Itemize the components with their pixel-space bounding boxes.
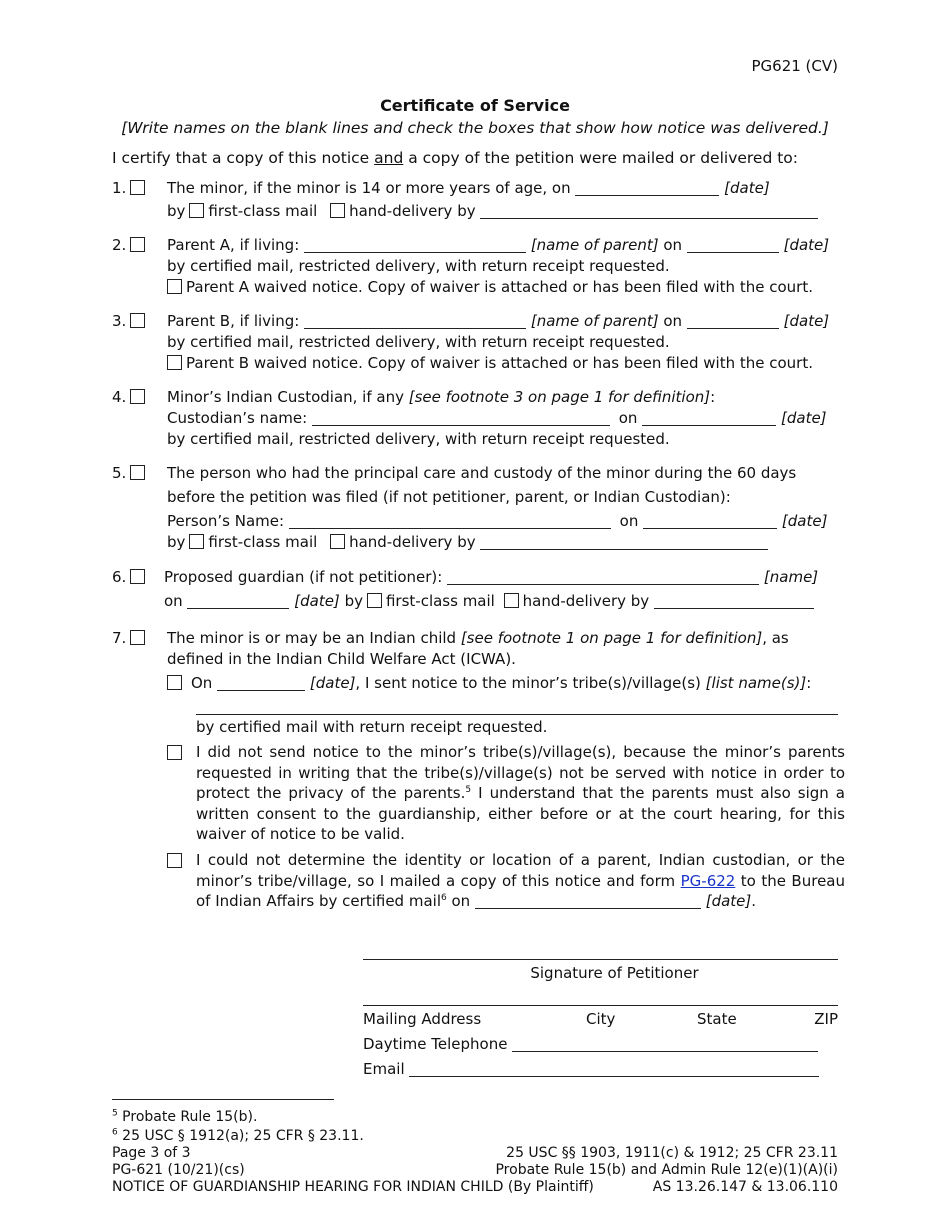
footnote-5: $^5$ Probate Rule 15(b). — [112, 1108, 258, 1125]
item-4-checkbox[interactable] — [130, 389, 145, 404]
item-3-checkbox[interactable] — [130, 313, 145, 328]
item-7-option-3-checkbox[interactable] — [167, 853, 182, 868]
item-5-hand-delivery-field[interactable] — [480, 535, 768, 550]
item-5-line3: Person’s Name: on [date] — [167, 512, 828, 530]
item-5-line2: before the petition was filed (if not petitioner, parent, or Indian Custodian): — [167, 488, 731, 506]
item-7-option-1: On [date], I sent notice to the minor’s tribe(s)/village(s) [list name(s)]: — [163, 673, 811, 693]
item-3-number: 3. — [112, 311, 149, 331]
item-3-date-field[interactable] — [687, 314, 779, 329]
item-4-custodian-field[interactable] — [312, 411, 610, 426]
daytime-telephone: Daytime Telephone — [363, 1034, 818, 1054]
item-2-name-field[interactable] — [304, 238, 526, 253]
item-7-option-3-text: I could not determine the identity or location of a parent, Indian custodian, or the minor’s tribe/village, so I mailed a copy of this notice and form PG-622 to the Bureau of Indian Affairs by certified mail$^6$ on [date]. — [196, 851, 845, 910]
item-6-hand-delivery-checkbox[interactable] — [504, 593, 519, 608]
item-2-waiver-checkbox[interactable] — [167, 279, 182, 294]
item-6-line1: Proposed guardian (if not petitioner): [name] — [164, 568, 819, 586]
item-1-number: 1. — [112, 178, 149, 198]
item-1-line2: by first-class mail hand-delivery by — [167, 201, 818, 221]
item-3-waiver-checkbox[interactable] — [167, 355, 182, 370]
footnote-divider — [112, 1099, 334, 1100]
item-1-first-class-checkbox[interactable] — [189, 203, 204, 218]
item-3-waiver: Parent B waived notice. Copy of waiver is attached or has been filed with the court. — [163, 353, 813, 373]
item-5-first-class-checkbox[interactable] — [189, 534, 204, 549]
item-6-name-field[interactable] — [447, 570, 759, 585]
item-4-number: 4. — [112, 387, 149, 407]
email: Email — [363, 1059, 819, 1079]
item-1-line1: The minor, if the minor is 14 or more years of age, on [date] — [167, 179, 770, 197]
item-5-line1: The person who had the principal care and custody of the minor during the 60 days — [167, 464, 797, 482]
footer-authority-2: Probate Rule 15(b) and Admin Rule 12(e)(1)(A)(i) — [495, 1162, 838, 1178]
item-6-number: 6. — [112, 567, 149, 587]
item-7-number: 7. — [112, 628, 149, 648]
item-5-number: 5. — [112, 463, 149, 483]
item-4-line2: Custodian’s name: on [date] — [167, 409, 827, 427]
item-7-option-2-checkbox[interactable] — [167, 745, 182, 760]
item-2-line1: Parent A, if living: [name of parent] on [date] — [167, 236, 830, 254]
item-6-hand-delivery-field[interactable] — [654, 594, 814, 609]
item-4-line1: Minor’s Indian Custodian, if any [see footnote 3 on page 1 for definition]: — [167, 388, 716, 406]
item-6-checkbox[interactable] — [130, 569, 145, 584]
pg-622-link[interactable]: PG-622 — [680, 871, 736, 890]
signature-label: Signature of Petitioner — [530, 964, 699, 982]
footer-page: Page 3 of 3 — [112, 1145, 191, 1161]
zip-label: ZIP — [814, 1010, 838, 1028]
signature-line[interactable] — [363, 959, 838, 960]
item-6-first-class-checkbox[interactable] — [367, 593, 382, 608]
item-7-tribe-names-field[interactable] — [196, 714, 838, 715]
item-2-number: 2. — [112, 235, 149, 255]
footer-form-name: NOTICE OF GUARDIANSHIP HEARING FOR INDIAN CHILD (By Plaintiff) — [112, 1179, 594, 1195]
item-3-line2: by certified mail, restricted delivery, with return receipt requested. — [167, 333, 670, 351]
item-4-date-field[interactable] — [642, 411, 776, 426]
email-field[interactable] — [409, 1062, 819, 1077]
item-6-date-field[interactable] — [187, 594, 289, 609]
item-5-name-field[interactable] — [289, 514, 611, 529]
certify-statement: I certify that a copy of this notice and a copy of the petition were mailed or delivered to: — [112, 149, 799, 167]
item-5-checkbox[interactable] — [130, 465, 145, 480]
item-1-checkbox[interactable] — [130, 180, 145, 195]
item-3-line1: Parent B, if living: [name of parent] on [date] — [167, 312, 830, 330]
item-7-line2: defined in the Indian Child Welfare Act (ICWA). — [167, 650, 516, 668]
item-7-option-1-date-field[interactable] — [217, 676, 305, 691]
item-7-option-1-checkbox[interactable] — [167, 675, 182, 690]
footnote-6: $^6$ 25 USC § 1912(a); 25 CFR § 23.11. — [112, 1127, 364, 1144]
item-5-line4: by first-class mail hand-delivery by — [167, 532, 768, 552]
item-6-line2: on [date] by first-class mail hand-delivery by — [164, 591, 814, 611]
item-2-waiver: Parent A waived notice. Copy of waiver is attached or has been filed with the court. — [163, 277, 813, 297]
city-label: City — [586, 1010, 616, 1028]
item-2-date-field[interactable] — [687, 238, 779, 253]
item-4-line3: by certified mail, restricted delivery, with return receipt requested. — [167, 430, 670, 448]
daytime-telephone-field[interactable] — [512, 1037, 818, 1052]
page-title: Certificate of Service — [380, 96, 570, 115]
item-7-checkbox[interactable] — [130, 630, 145, 645]
item-7-certified-mail: by certified mail with return receipt requested. — [196, 718, 548, 736]
state-label: State — [697, 1010, 737, 1028]
footer-form: PG-621 (10/21)(cs) — [112, 1162, 245, 1178]
item-1-hand-delivery-checkbox[interactable] — [330, 203, 345, 218]
instructions: [Write names on the blank lines and check the boxes that show how notice was delivered.] — [121, 119, 829, 137]
mailing-address-line[interactable] — [363, 1005, 838, 1006]
form-code: PG621 (CV) — [751, 57, 838, 75]
item-5-date-field[interactable] — [643, 514, 777, 529]
footer-authority-1: 25 USC §§ 1903, 1911(c) & 1912; 25 CFR 23.11 — [506, 1145, 838, 1161]
item-1-date-field[interactable] — [575, 181, 719, 196]
mailing-address-label: Mailing Address — [363, 1010, 482, 1028]
item-3-name-field[interactable] — [304, 314, 526, 329]
item-2-checkbox[interactable] — [130, 237, 145, 252]
item-7-option-2-text: I did not send notice to the minor’s tribe(s)/village(s), because the minor’s parents requested in writing that the tribe(s)/village(s) not be served with notice in order to protect the privacy of the parents.$^5$ I understand that the parents must also sign a written consent to the guardianship, either before or at the court hearing, for this waiver of notice to be valid. — [196, 743, 845, 843]
footer-authority-3: AS 13.26.147 & 13.06.110 — [652, 1179, 838, 1195]
item-7-option-3-date-field[interactable] — [475, 894, 701, 909]
item-2-line2: by certified mail, restricted delivery, with return receipt requested. — [167, 257, 670, 275]
item-5-hand-delivery-checkbox[interactable] — [330, 534, 345, 549]
item-7-line1: The minor is or may be an Indian child [see footnote 1 on page 1 for definition], as — [167, 629, 789, 647]
item-1-hand-delivery-field[interactable] — [480, 204, 818, 219]
